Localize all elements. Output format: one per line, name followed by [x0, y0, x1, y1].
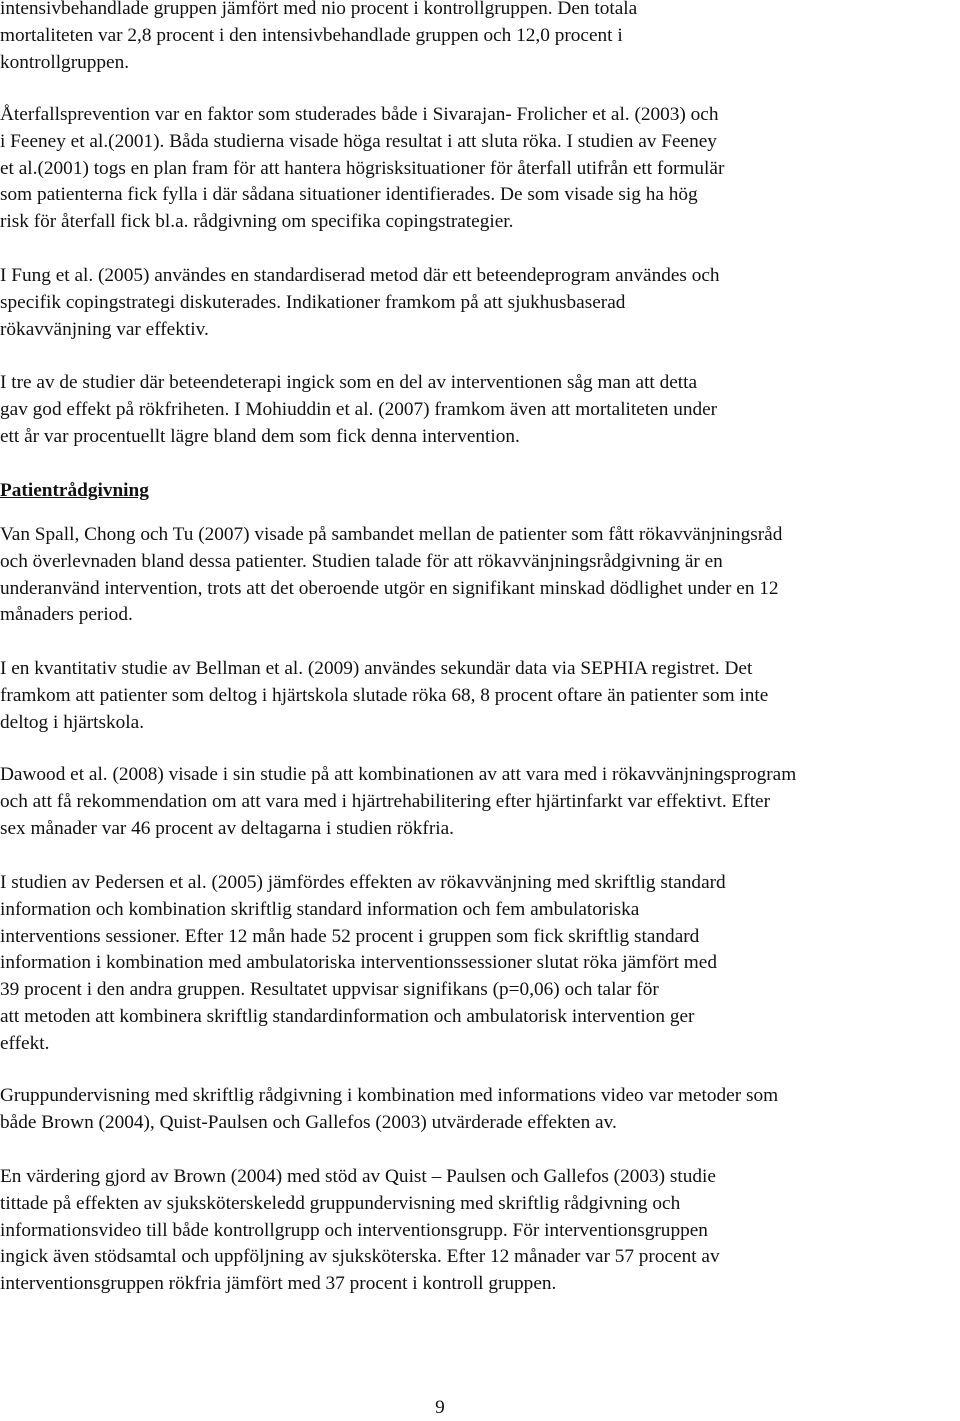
paragraph-fung: [0, 263, 960, 343]
text-line: kontrollgruppen.: [0, 51, 130, 73]
text-line: risk för återfall fick bl.a. rådgivning om specifika copingstrategier.: [0, 211, 514, 233]
text-line: interventionsgruppen rökfria jämfört med 37 procent i kontroll gruppen.: [0, 1273, 557, 1295]
text-line: gav god effekt på rökfriheten. I Mohiuddin et al. (2007) framkom även att mortaliteten under: [0, 398, 718, 420]
section-heading: Patientrådgivning: [0, 480, 149, 501]
paragraph-intensive-treatment: [0, 0, 960, 76]
paragraph-behavior-therapy: [0, 370, 960, 450]
paragraph-van-spall: [0, 522, 960, 629]
text-line: månaders period.: [0, 604, 133, 626]
paragraph-group-education: [0, 1083, 960, 1137]
paragraph-relapse-prevention: [0, 102, 960, 236]
paragraph-dawood: [0, 762, 960, 842]
text-line: både Brown (2004), Quist-Paulsen och Gallefos (2003) utvärderade effekten av.: [0, 1111, 617, 1133]
paragraph-bellman: [0, 656, 960, 736]
text-line: informationsvideo till både kontrollgrupp och interventionsgrupp. För interventionsgruppen: [0, 1219, 708, 1241]
text-line: ett år var procentuellt lägre bland dem som fick denna intervention.: [0, 425, 520, 447]
text-line: intensivbehandlade gruppen jämfört med nio procent i kontrollgruppen. Den totala: [0, 0, 638, 19]
text-line: I Fung et al. (2005) användes en standardiserad metod där ett beteendeprogram användes och: [0, 265, 720, 286]
text-line: mortaliteten var 2,8 procent i den intensivbehandlade gruppen och 12,0 procent i: [0, 24, 623, 46]
text-line: Van Spall, Chong och Tu (2007) visade på sambandet mellan de patienter som fått rökavvänjningsråd: [0, 524, 783, 545]
text-line: specifik copingstrategi diskuterades. Indikationer framkom på att sjukhusbaserad: [0, 291, 626, 313]
text-line: ingick även stödsamtal och uppföljning av sjuksköterska. Efter 12 månader var 57 procent av: [0, 1246, 720, 1268]
text-line: et al.(2001) togs en plan fram för att hantera högrisksituationer för återfall utifrån ett formulär: [0, 157, 725, 179]
text-line: framkom att patienter som deltog i hjärtskola slutade röka 68, 8 procent oftare än patienter som inte: [0, 684, 769, 706]
paragraph-brown-evaluation: [0, 1164, 960, 1298]
text-line: underanvänd intervention, trots att det oberoende utgör en signifikant minskad dödlighet under en 12: [0, 577, 779, 599]
text-line: I tre av de studier där beteendeterapi ingick som en del av interventionen såg man att detta: [0, 372, 698, 393]
text-line: 39 procent i den andra gruppen. Resultatet uppvisar signifikans (p=0,06) och talar för: [0, 979, 659, 1001]
text-line: information och kombination skriftlig standard information och fem ambulatoriska: [0, 898, 640, 920]
text-line: deltog i hjärtskola.: [0, 711, 145, 733]
text-line: och överlevnaden bland dessa patienter. Studien talade för att rökavvänjningsrådgivning är en: [0, 550, 723, 572]
paragraph-pedersen: [0, 870, 960, 1058]
text-line: att metoden att kombinera skriftlig standardinformation och ambulatorisk intervention ger: [0, 1005, 695, 1027]
text-line: rökavvänjning var effektiv.: [0, 318, 209, 340]
text-line: En värdering gjord av Brown (2004) med stöd av Quist – Paulsen och Gallefos (2003) studie: [0, 1166, 716, 1187]
text-line: I studien av Pedersen et al. (2005) jämfördes effekten av rökavvänjning med skriftlig standard: [0, 872, 726, 893]
text-line: Återfallsprevention var en faktor som studerades både i Sivarajan- Frolicher et al. (2003) och: [0, 104, 719, 125]
text-line: information i kombination med ambulatoriska interventionssessioner slutat röka jämfört med: [0, 952, 718, 974]
text-line: Gruppundervisning med skriftlig rådgivning i kombination med informations video var metoder som: [0, 1085, 779, 1106]
text-line: Dawood et al. (2008) visade i sin studie på att kombinationen av att vara med i rökavvänjningsprogram: [0, 764, 797, 785]
page-number: 9: [435, 1397, 445, 1418]
text-line: effekt.: [0, 1032, 50, 1054]
text-line: tittade på effekten av sjuksköterskeledd gruppundervisning med skriftlig rådgivning och: [0, 1192, 681, 1214]
text-line: som patienterna fick fylla i där sådana situationer identifierades. De som visade sig ha hög: [0, 184, 698, 206]
text-line: och att få rekommendation om att vara med i hjärtrehabilitering efter hjärtinfarkt var effektivt. Efter: [0, 790, 771, 812]
text-line: i Feeney et al.(2001). Båda studierna visade höga resultat i att sluta röka. I studien av Feeney: [0, 130, 717, 152]
text-line: interventions sessioner. Efter 12 mån hade 52 procent i gruppen som fick skriftlig standard: [0, 925, 700, 947]
text-line: sex månader var 46 procent av deltagarna i studien rökfria.: [0, 817, 454, 839]
text-line: I en kvantitativ studie av Bellman et al. (2009) användes sekundär data via SEPHIA registret. Det: [0, 658, 753, 679]
